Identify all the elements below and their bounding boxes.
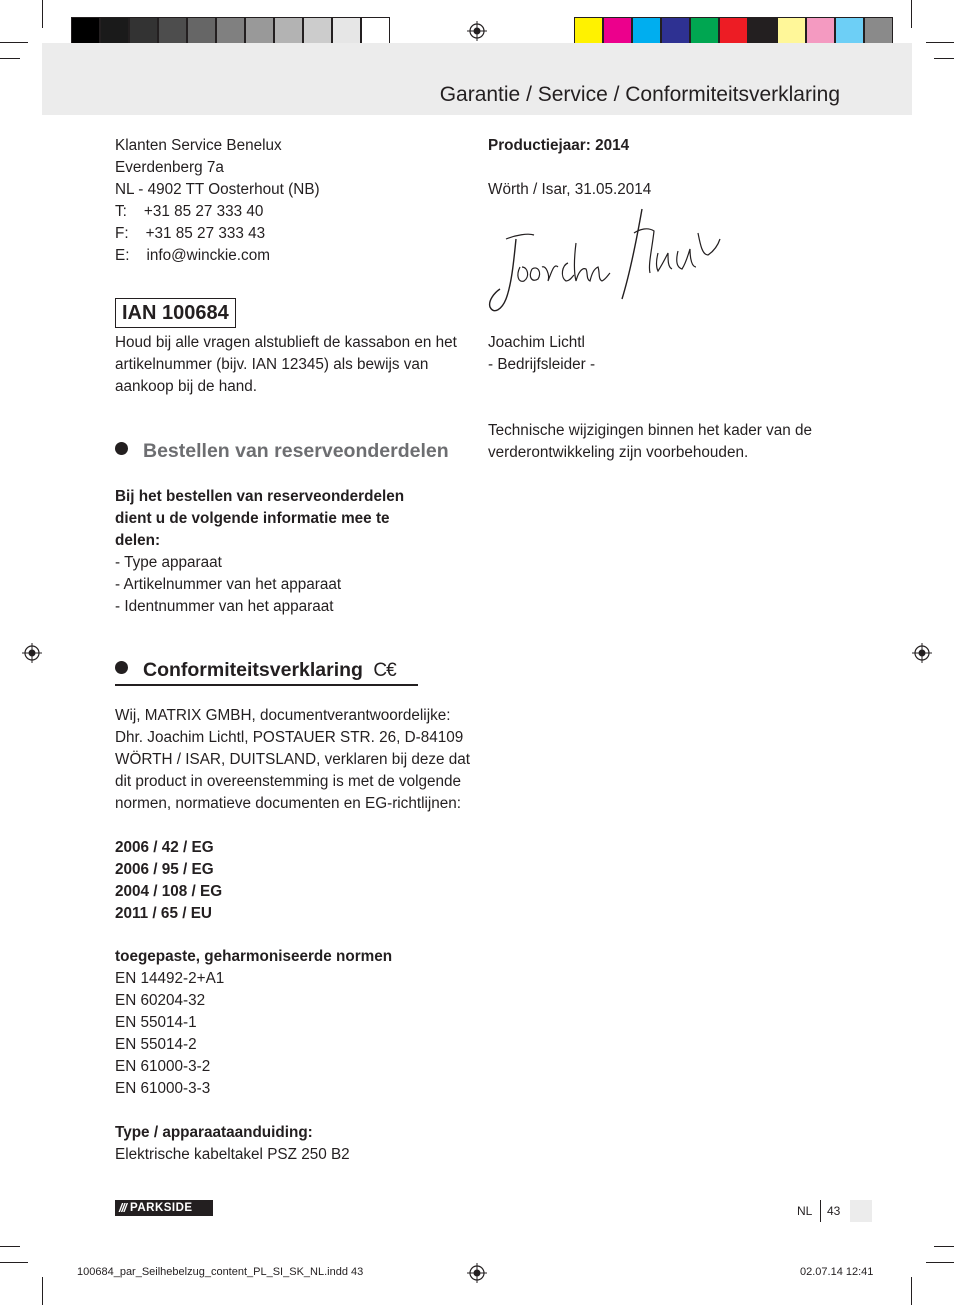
text-line: Technische wijzigingen binnen het kader van de	[488, 422, 812, 439]
norm-item: EN 14492-2+A1	[115, 970, 225, 987]
text-line: normen, normatieve documenten en EG-richtlijnen:	[115, 795, 462, 812]
color-swatch	[100, 17, 129, 46]
text-line: verderontwikkeling zijn voorbehouden.	[488, 444, 749, 461]
color-swatch	[777, 17, 806, 46]
text-line: dient u de volgende informatie mee te	[115, 510, 390, 527]
page-title: Garantie / Service / Conformiteitsverklaring	[439, 83, 840, 106]
norm-item: EN 61000-3-3	[115, 1080, 211, 1097]
contact-phone: T: +31 85 27 333 40	[115, 203, 264, 220]
list-item: - Artikelnummer van het apparaat	[115, 576, 342, 593]
text-line: artikelnummer (bijv. IAN 12345) als bewijs van	[115, 356, 429, 373]
color-swatch	[806, 17, 835, 46]
color-swatch	[216, 17, 245, 46]
registration-mark-icon	[912, 643, 932, 663]
contact-fax: F: +31 85 27 333 43	[115, 225, 266, 242]
page-number: 43	[827, 1204, 841, 1218]
technical-note	[488, 420, 848, 464]
color-swatch	[603, 17, 632, 46]
language-code: NL	[797, 1204, 813, 1218]
color-swatch	[187, 17, 216, 46]
file-name: 100684_par_Seilhebelzug_content_PL_SI_SK_NL.indd 43	[77, 1266, 364, 1278]
heading-text: Conformiteitsverklaring	[143, 659, 363, 681]
norms-block	[115, 946, 465, 1100]
signer-name: Joachim Lichtl	[488, 334, 585, 351]
parkside-logo	[115, 1200, 213, 1216]
logo-stripes-icon: ///	[119, 1201, 127, 1215]
registration-mark-icon	[467, 1263, 487, 1283]
color-swatch	[632, 17, 661, 46]
registration-mark-icon	[467, 21, 487, 41]
type-heading: Type / apparaataanduiding:	[115, 1124, 313, 1141]
color-swatch	[129, 17, 158, 46]
color-swatch	[71, 17, 100, 46]
signature-image	[486, 203, 731, 323]
crop-mark	[0, 42, 28, 43]
color-swatch	[574, 17, 603, 46]
color-swatch	[864, 17, 893, 46]
page-tab	[850, 1200, 872, 1222]
text-line: aankoop bij de hand.	[115, 378, 258, 395]
text-line: delen:	[115, 532, 161, 549]
footer-divider	[820, 1200, 821, 1222]
text-line: Dhr. Joachim Lichtl, POSTAUER STR. 26, D-84109	[115, 729, 464, 746]
crop-mark	[911, 1277, 912, 1305]
production-year: Productiejaar: 2014	[488, 137, 630, 154]
contact-line: Everdenberg 7a	[115, 159, 224, 176]
norm-item: EN 61000-3-2	[115, 1058, 211, 1075]
color-swatch	[748, 17, 777, 46]
color-swatch	[361, 17, 390, 46]
spare-parts-body	[115, 486, 465, 618]
type-value: Elektrische kabeltakel PSZ 250 B2	[115, 1146, 350, 1163]
contact-line: NL - 4902 TT Oosterhout (NB)	[115, 181, 320, 198]
crop-mark	[926, 1262, 954, 1263]
norms-heading: toegepaste, geharmoniseerde normen	[115, 948, 393, 965]
color-bar	[574, 17, 893, 46]
ce-mark-icon: C€	[373, 660, 396, 681]
conformity-text	[115, 705, 471, 815]
text-line: Bij het bestellen van reserveonderdelen	[115, 488, 405, 505]
text-line: dit product in overeenstemming is met de volgende	[115, 773, 462, 790]
heading-text: Bestellen van reserveonderdelen	[143, 440, 449, 462]
signer-block	[488, 332, 848, 376]
norm-item: EN 60204-32	[115, 992, 206, 1009]
grayscale-bar	[71, 17, 390, 46]
crop-mark	[0, 58, 20, 59]
color-swatch	[719, 17, 748, 46]
color-swatch	[245, 17, 274, 46]
directive-item: 2006 / 42 / EG	[115, 839, 214, 856]
conformity-heading	[115, 659, 396, 682]
color-swatch	[303, 17, 332, 46]
text-line: Wij, MATRIX GMBH, documentverantwoordelijke:	[115, 707, 451, 724]
color-swatch	[158, 17, 187, 46]
directive-item: 2004 / 108 / EG	[115, 883, 223, 900]
registration-mark-icon	[22, 643, 42, 663]
right-column	[488, 135, 848, 201]
crop-mark	[0, 1262, 28, 1263]
ian-label: IAN 100684	[115, 298, 236, 328]
norm-item: EN 55014-1	[115, 1014, 197, 1031]
directive-item: 2011 / 65 / EU	[115, 905, 212, 922]
text-line: Houd bij alle vragen alstublieft de kassabon en het	[115, 334, 457, 351]
list-item: - Type apparaat	[115, 554, 222, 571]
crop-mark	[42, 0, 43, 28]
contact-block	[115, 135, 460, 267]
print-date: 02.07.14 12:41	[800, 1266, 874, 1278]
crop-mark	[42, 1277, 43, 1305]
crop-mark	[911, 0, 912, 28]
crop-mark	[926, 42, 954, 43]
place-date: Wörth / Isar, 31.05.2014	[488, 181, 652, 198]
color-swatch	[661, 17, 690, 46]
color-swatch	[274, 17, 303, 46]
signer-role: - Bedrijfsleider -	[488, 356, 596, 373]
heading-underline	[115, 684, 418, 686]
crop-mark	[934, 58, 954, 59]
norm-item: EN 55014-2	[115, 1036, 197, 1053]
contact-line: Klanten Service Benelux	[115, 137, 282, 154]
logo-text: PARKSIDE	[130, 1202, 193, 1214]
color-swatch	[835, 17, 864, 46]
bullet-icon	[115, 442, 128, 455]
text-line: WÖRTH / ISAR, DUITSLAND, verklaren bij deze dat	[115, 751, 471, 768]
directive-item: 2006 / 95 / EG	[115, 861, 214, 878]
crop-mark	[934, 1246, 954, 1247]
contact-email: E: info@winckie.com	[115, 247, 270, 264]
ian-note	[115, 332, 465, 398]
color-swatch	[690, 17, 719, 46]
type-block	[115, 1122, 465, 1166]
crop-mark	[0, 1246, 20, 1247]
directives-list	[115, 837, 465, 925]
bullet-icon	[115, 661, 128, 674]
color-swatch	[332, 17, 361, 46]
spare-parts-heading	[115, 440, 449, 463]
list-item: - Identnummer van het apparaat	[115, 598, 334, 615]
